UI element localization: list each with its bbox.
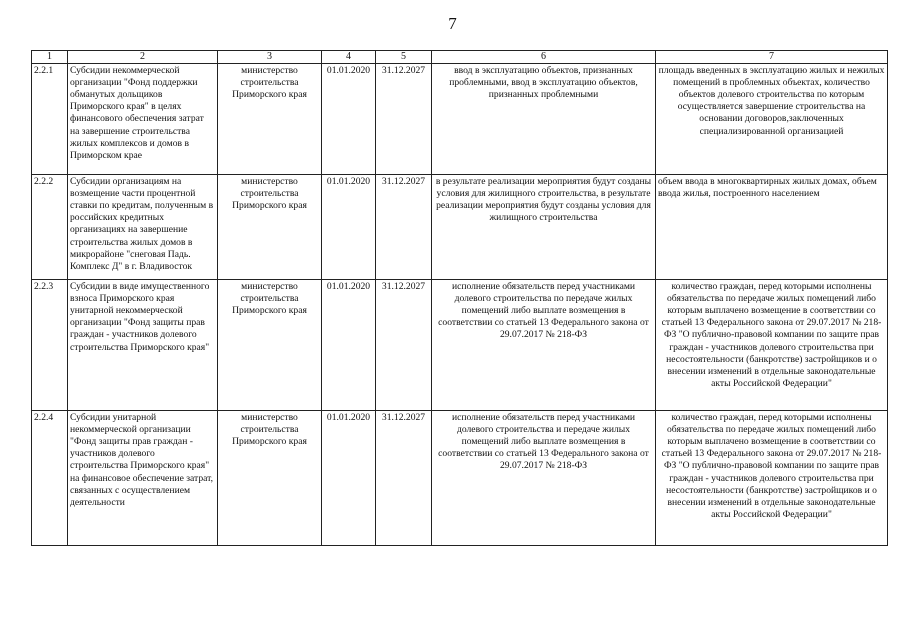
indicator: количество граждан, перед которыми исполнены обязательства по передаче жилых помещений либо которым выплачено возмещение в соответствии со статьей 13 Федерального закона от 29.07.2017 № 218-ФЗ "О публично-правовой компании по защите прав граждан - участников долевого строительства при несостоятельности (банкротстве) застройщиков и о внесении изменений в отдельные законодательные акты Российской Федерации": [656, 411, 888, 546]
expected-result: ввод в эксплуатацию объектов, признанных проблемными, ввод в эксплуатацию объектов, признанных проблемными: [432, 64, 656, 175]
expected-result: исполнение обязательств перед участниками долевого строительства по передаче жилых помещений либо выплате возмещения в соответствии со статьей 13 Федерального закона от 29.07.2017 № 218-ФЗ: [432, 280, 656, 411]
start-date: 01.01.2020: [322, 280, 376, 411]
row-number: 2.2.3: [32, 280, 68, 411]
row-number: 2.2.4: [32, 411, 68, 546]
column-header: 1: [32, 51, 68, 64]
indicator: объем ввода в многоквартирных жилых домах, объем ввода жилья, построенного населением: [656, 175, 888, 280]
page-number: 7: [448, 14, 457, 33]
executor: министерство строительства Приморского края: [218, 411, 322, 546]
indicator: количество граждан, перед которыми исполнены обязательства по передаче жилых помещений либо которым выплачено возмещение в соответствии со статьей 13 Федерального закона от 29.07.2017 № 218-ФЗ "О публично-правовой компании по защите прав граждан - участников долевого строительства при несостоятельности (банкротстве) застройщиков и о внесении изменений в отдельные законодательные акты Российской Федерации": [656, 280, 888, 411]
column-header: 7: [656, 51, 888, 64]
column-header: 4: [322, 51, 376, 64]
end-date: 31.12.2027: [376, 175, 432, 280]
table-header-row: [32, 51, 888, 64]
start-date: 01.01.2020: [322, 64, 376, 175]
executor: министерство строительства Приморского края: [218, 175, 322, 280]
executor: министерство строительства Приморского края: [218, 64, 322, 175]
expected-result: в результате реализации мероприятия будут созданы условия для жилищного строительства, в результате реализации мероприятия будут созданы условия для жилищного строительства: [432, 175, 656, 280]
end-date: 31.12.2027: [376, 411, 432, 546]
column-header: 3: [218, 51, 322, 64]
start-date: 01.01.2020: [322, 175, 376, 280]
end-date: 31.12.2027: [376, 64, 432, 175]
column-header: 2: [68, 51, 218, 64]
measure-name: Субсидии в виде имущественного взноса Приморского края унитарной некоммерческой организации "Фонд защиты прав граждан - участников долевого строительства Приморского края": [68, 280, 218, 411]
measure-name: Субсидии организациям на возмещение части процентной ставки по кредитам, полученным в российских кредитных организациях на завершение строительства жилых домов в микрорайоне "снеговая Падь. Комплекс Д" в г. Владивосток: [68, 175, 218, 280]
expected-result: исполнение обязательств перед участниками долевого строительства и передаче жилых помещений либо выплате возмещения в соответствии со статьей 13 Федерального закона от 29.07.2017 № 218-ФЗ: [432, 411, 656, 546]
row-number: 2.2.2: [32, 175, 68, 280]
column-header: 5: [376, 51, 432, 64]
end-date: 31.12.2027: [376, 280, 432, 411]
table-row: [32, 411, 888, 546]
executor: министерство строительства Приморского края: [218, 280, 322, 411]
column-header: 6: [432, 51, 656, 64]
table-row: [32, 175, 888, 280]
start-date: 01.01.2020: [322, 411, 376, 546]
table-row: [32, 280, 888, 411]
indicator: площадь введенных в эксплуатацию жилых и нежилых помещений в проблемных объектах, количество объектов долевого строительства по которым осуществляется завершение строительства на основании договоров,заключенных специализированной организацией: [656, 64, 888, 175]
table-row: [32, 64, 888, 175]
row-number: 2.2.1: [32, 64, 68, 175]
program-measures-table: [31, 50, 888, 546]
measure-name: Субсидии унитарной некоммерческой организации "Фонд защиты прав граждан - участников долевого строительства Приморского края" на финансовое обеспечение затрат, связанных с осуществлением деятельности: [68, 411, 218, 546]
measure-name: Субсидии некоммерческой организации "Фонд поддержки обманутых дольщиков Приморского края" в целях финансового обеспечения затрат на завершение строительства жилых комплексов и домов в Приморском крае: [68, 64, 218, 175]
